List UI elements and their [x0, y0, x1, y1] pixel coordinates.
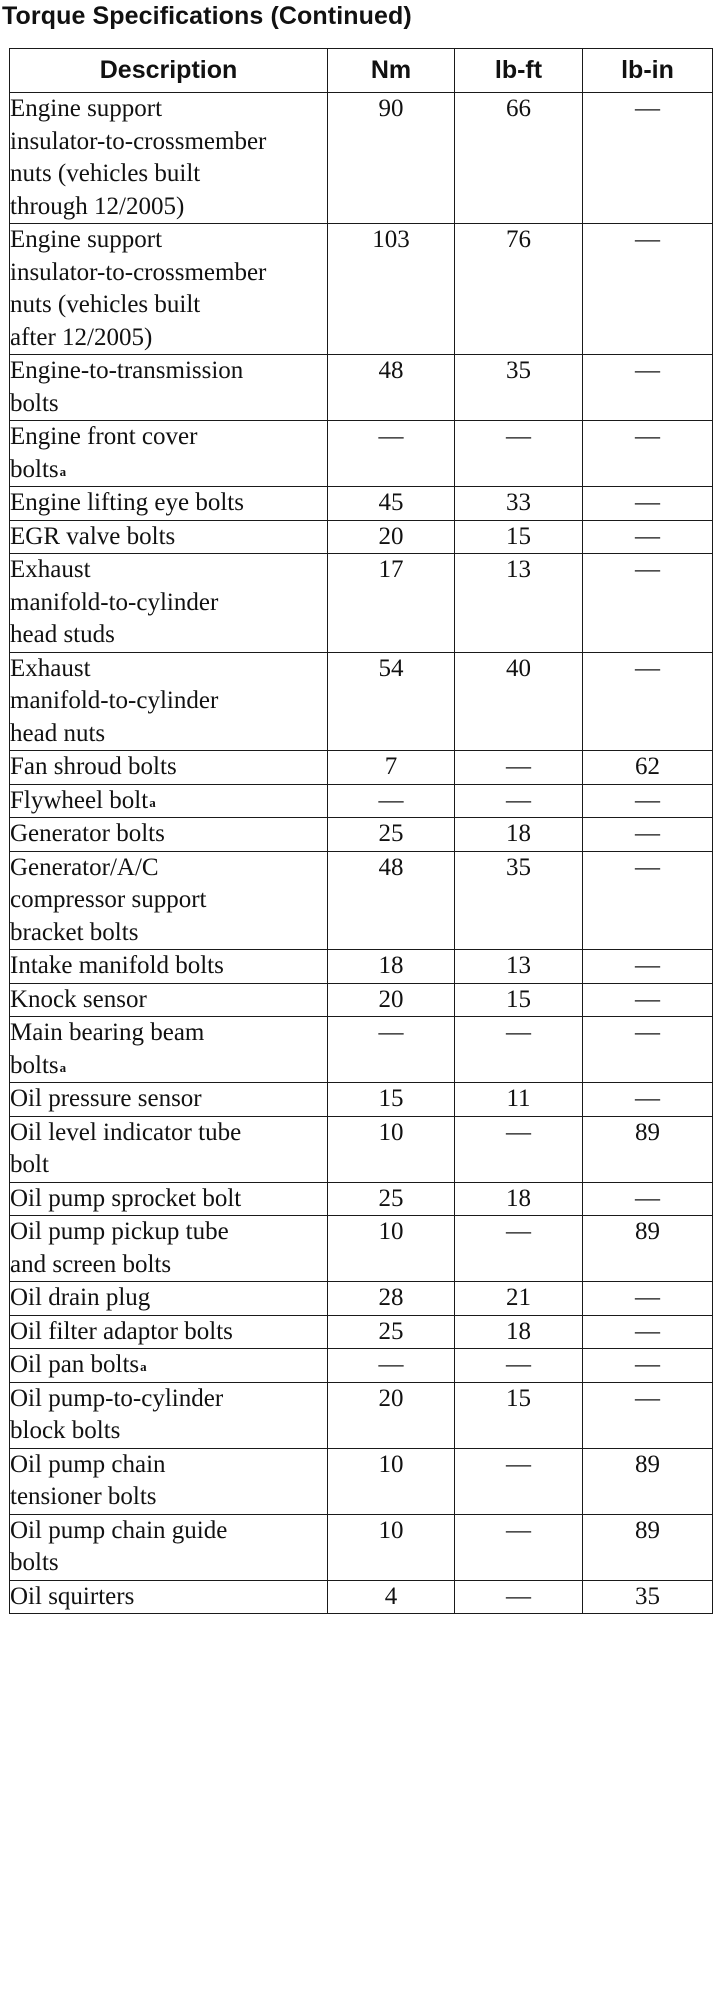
lb-ft-value-cell: 11 [455, 1083, 583, 1117]
header-description: Description [10, 49, 328, 93]
description-line: Exhaust [10, 654, 91, 682]
nm-value-cell: 25 [328, 1315, 455, 1349]
description-line: bolts [10, 1549, 59, 1576]
nm-value-cell: 15 [328, 1083, 455, 1117]
nm-value-cell: 4 [328, 1580, 455, 1614]
description-line: Engine front cover [10, 423, 198, 450]
description-line: nuts (vehicles built [10, 291, 201, 318]
description-line: compressor support [10, 886, 207, 913]
description-cell [10, 950, 328, 984]
table-header-row [10, 49, 713, 93]
lb-in-value-cell: 62 [583, 751, 713, 785]
lb-in-value-cell: — [583, 1282, 713, 1316]
table-row [10, 751, 713, 785]
lb-in-value-cell: — [583, 421, 713, 487]
table-row [10, 1448, 713, 1514]
nm-value-cell: 90 [328, 93, 455, 224]
lb-in-value-cell: — [583, 950, 713, 984]
nm-value-cell: — [328, 784, 455, 818]
table-row [10, 224, 713, 355]
description-cell [10, 520, 328, 554]
lb-ft-value-cell: — [455, 784, 583, 818]
description-line: bolts [10, 1051, 59, 1079]
description-cell [10, 1315, 328, 1349]
lb-ft-value-cell: 76 [455, 224, 583, 355]
lb-ft-value-cell: — [455, 1448, 583, 1514]
nm-value-cell: 28 [328, 1282, 455, 1316]
description-line: Engine-to-transmission [10, 357, 244, 384]
description-cell [10, 851, 328, 950]
table-row [10, 818, 713, 852]
description-line: after 12/2005) [10, 323, 153, 351]
header-nm: Nm [328, 49, 455, 93]
description-line: tensioner bolts [10, 1483, 157, 1510]
description-cell [10, 1216, 328, 1282]
nm-value-cell: 20 [328, 520, 455, 554]
nm-value-cell: 25 [328, 1182, 455, 1216]
nm-value-cell: 17 [328, 554, 455, 653]
description-line: Oil pan bolts [10, 1351, 140, 1378]
lb-in-value-cell: — [583, 1017, 713, 1083]
table-row [10, 1017, 713, 1083]
description-cell [10, 1382, 328, 1448]
lb-in-value-cell: 35 [583, 1580, 713, 1614]
table-body [10, 93, 713, 1614]
description-line: block bolts [10, 1417, 121, 1444]
table-row [10, 1116, 713, 1182]
description-cell [10, 93, 328, 224]
description-line: Oil pump pickup tube [10, 1218, 229, 1245]
description-cell [10, 1349, 328, 1383]
description-line: Intake manifold bolts [10, 952, 224, 979]
lb-in-value-cell: — [583, 355, 713, 421]
description-cell [10, 1083, 328, 1117]
description-line: Oil pressure sensor [10, 1085, 202, 1112]
table-row [10, 1514, 713, 1580]
nm-value-cell: 20 [328, 983, 455, 1017]
nm-value-cell: 10 [328, 1116, 455, 1182]
lb-ft-value-cell: — [455, 1349, 583, 1383]
lb-in-value-cell: 89 [583, 1216, 713, 1282]
table-row [10, 1382, 713, 1448]
description-cell [10, 1448, 328, 1514]
description-line: bracket bolts [10, 918, 139, 946]
table-row [10, 1216, 713, 1282]
lb-ft-value-cell: 15 [455, 520, 583, 554]
nm-value-cell: — [328, 1349, 455, 1383]
lb-ft-value-cell: — [455, 751, 583, 785]
lb-in-value-cell: — [583, 1382, 713, 1448]
table-row [10, 1282, 713, 1316]
description-line: Knock sensor [10, 985, 147, 1013]
description-line: head nuts [10, 719, 106, 747]
table-row [10, 1182, 713, 1216]
table-row [10, 421, 713, 487]
description-cell [10, 421, 328, 487]
description-cell [10, 652, 328, 751]
nm-value-cell: 45 [328, 487, 455, 521]
lb-ft-value-cell: 40 [455, 652, 583, 751]
lb-in-value-cell: — [583, 1315, 713, 1349]
description-cell [10, 751, 328, 785]
table-row [10, 487, 713, 521]
lb-ft-value-cell: 18 [455, 1182, 583, 1216]
nm-value-cell: 54 [328, 652, 455, 751]
description-line: Main bearing beam [10, 1019, 205, 1046]
description-cell [10, 818, 328, 852]
nm-value-cell: 10 [328, 1514, 455, 1580]
description-line: manifold-to-cylinder [10, 588, 219, 616]
table-row [10, 355, 713, 421]
lb-ft-value-cell: — [455, 421, 583, 487]
description-line: Engine lifting eye bolts [10, 489, 244, 516]
description-cell [10, 1514, 328, 1580]
description-line: Fan shroud bolts [10, 753, 177, 780]
description-line: bolt [10, 1151, 49, 1178]
lb-ft-value-cell: 18 [455, 1315, 583, 1349]
table-row [10, 1083, 713, 1117]
description-line: manifold-to-cylinder [10, 687, 219, 714]
lb-in-value-cell: — [583, 1182, 713, 1216]
description-line: Generator/A/C [10, 853, 159, 881]
lb-in-value-cell: — [583, 851, 713, 950]
description-line: Oil squirters [10, 1582, 135, 1610]
lb-ft-value-cell: — [455, 1116, 583, 1182]
lb-ft-value-cell: — [455, 1017, 583, 1083]
description-line: head studs [10, 621, 115, 648]
description-cell [10, 487, 328, 521]
description-cell [10, 1182, 328, 1216]
lb-in-value-cell: — [583, 554, 713, 653]
lb-ft-value-cell: 13 [455, 950, 583, 984]
lb-in-value-cell: — [583, 93, 713, 224]
header-lb-ft: lb-ft [455, 49, 583, 93]
lb-in-value-cell: — [583, 487, 713, 521]
table-row [10, 1349, 713, 1383]
lb-ft-value-cell: 66 [455, 93, 583, 224]
description-cell [10, 355, 328, 421]
nm-value-cell: 103 [328, 224, 455, 355]
lb-in-value-cell: — [583, 818, 713, 852]
lb-ft-value-cell: 35 [455, 355, 583, 421]
table-row [10, 851, 713, 950]
description-line: bolts [10, 389, 59, 417]
lb-ft-value-cell: 21 [455, 1282, 583, 1316]
description-line: insulator-to-crossmember [10, 127, 267, 155]
lb-ft-value-cell: 35 [455, 851, 583, 950]
description-line: Engine support [10, 95, 163, 122]
description-cell [10, 224, 328, 355]
description-line: Oil level indicator tube [10, 1118, 242, 1146]
table-row [10, 93, 713, 224]
lb-in-value-cell: 89 [583, 1116, 713, 1182]
description-cell [10, 1116, 328, 1182]
lb-in-value-cell: — [583, 983, 713, 1017]
description-cell [10, 1580, 328, 1614]
lb-ft-value-cell: — [455, 1580, 583, 1614]
nm-value-cell: 10 [328, 1216, 455, 1282]
nm-value-cell: — [328, 421, 455, 487]
description-line: Oil pump chain [10, 1450, 166, 1478]
description-line: Oil filter adaptor bolts [10, 1317, 233, 1345]
page-title: Torque Specifications (Continued) [2, 2, 412, 30]
description-cell [10, 554, 328, 653]
table-row [10, 983, 713, 1017]
description-cell [10, 983, 328, 1017]
lb-ft-value-cell: 15 [455, 983, 583, 1017]
footnote-marker: a [59, 463, 67, 479]
description-line: nuts (vehicles built [10, 160, 201, 187]
description-line: insulator-to-crossmember [10, 258, 267, 286]
description-line: Oil pump sprocket bolt [10, 1184, 242, 1212]
description-line: Exhaust [10, 556, 91, 583]
description-line: bolts [10, 455, 59, 483]
lb-ft-value-cell: 13 [455, 554, 583, 653]
description-cell [10, 1017, 328, 1083]
lb-in-value-cell: — [583, 652, 713, 751]
description-line: Engine support [10, 226, 163, 253]
footnote-marker: a [140, 1359, 147, 1374]
nm-value-cell: 18 [328, 950, 455, 984]
nm-value-cell: — [328, 1017, 455, 1083]
table-row [10, 520, 713, 554]
lb-in-value-cell: 89 [583, 1448, 713, 1514]
nm-value-cell: 7 [328, 751, 455, 785]
nm-value-cell: 25 [328, 818, 455, 852]
description-line: through 12/2005) [10, 192, 185, 220]
footnote-marker: a [149, 794, 156, 810]
table-row [10, 554, 713, 653]
nm-value-cell: 10 [328, 1448, 455, 1514]
nm-value-cell: 20 [328, 1382, 455, 1448]
lb-in-value-cell: — [583, 1083, 713, 1117]
description-line: Oil pump-to-cylinder [10, 1384, 224, 1412]
table-row [10, 652, 713, 751]
description-line: and screen bolts [10, 1250, 172, 1278]
lb-in-value-cell: — [583, 520, 713, 554]
lb-ft-value-cell: 33 [455, 487, 583, 521]
description-cell [10, 1282, 328, 1316]
description-line: Flywheel bolt [10, 786, 149, 814]
lb-in-value-cell: — [583, 224, 713, 355]
description-line: Oil pump chain guide [10, 1516, 228, 1544]
table-row [10, 950, 713, 984]
description-line: Generator bolts [10, 820, 165, 847]
lb-ft-value-cell: 18 [455, 818, 583, 852]
description-cell [10, 784, 328, 818]
lb-ft-value-cell: — [455, 1216, 583, 1282]
lb-in-value-cell: — [583, 1349, 713, 1383]
header-lb-in: lb-in [583, 49, 713, 93]
description-line: Oil drain plug [10, 1284, 151, 1311]
lb-in-value-cell: — [583, 784, 713, 818]
torque-spec-table [9, 48, 713, 1614]
nm-value-cell: 48 [328, 355, 455, 421]
table-row [10, 1580, 713, 1614]
lb-ft-value-cell: 15 [455, 1382, 583, 1448]
footnote-marker: a [59, 1059, 67, 1075]
lb-in-value-cell: 89 [583, 1514, 713, 1580]
table-row [10, 784, 713, 818]
nm-value-cell: 48 [328, 851, 455, 950]
description-line: EGR valve bolts [10, 522, 176, 550]
lb-ft-value-cell: — [455, 1514, 583, 1580]
table-row [10, 1315, 713, 1349]
